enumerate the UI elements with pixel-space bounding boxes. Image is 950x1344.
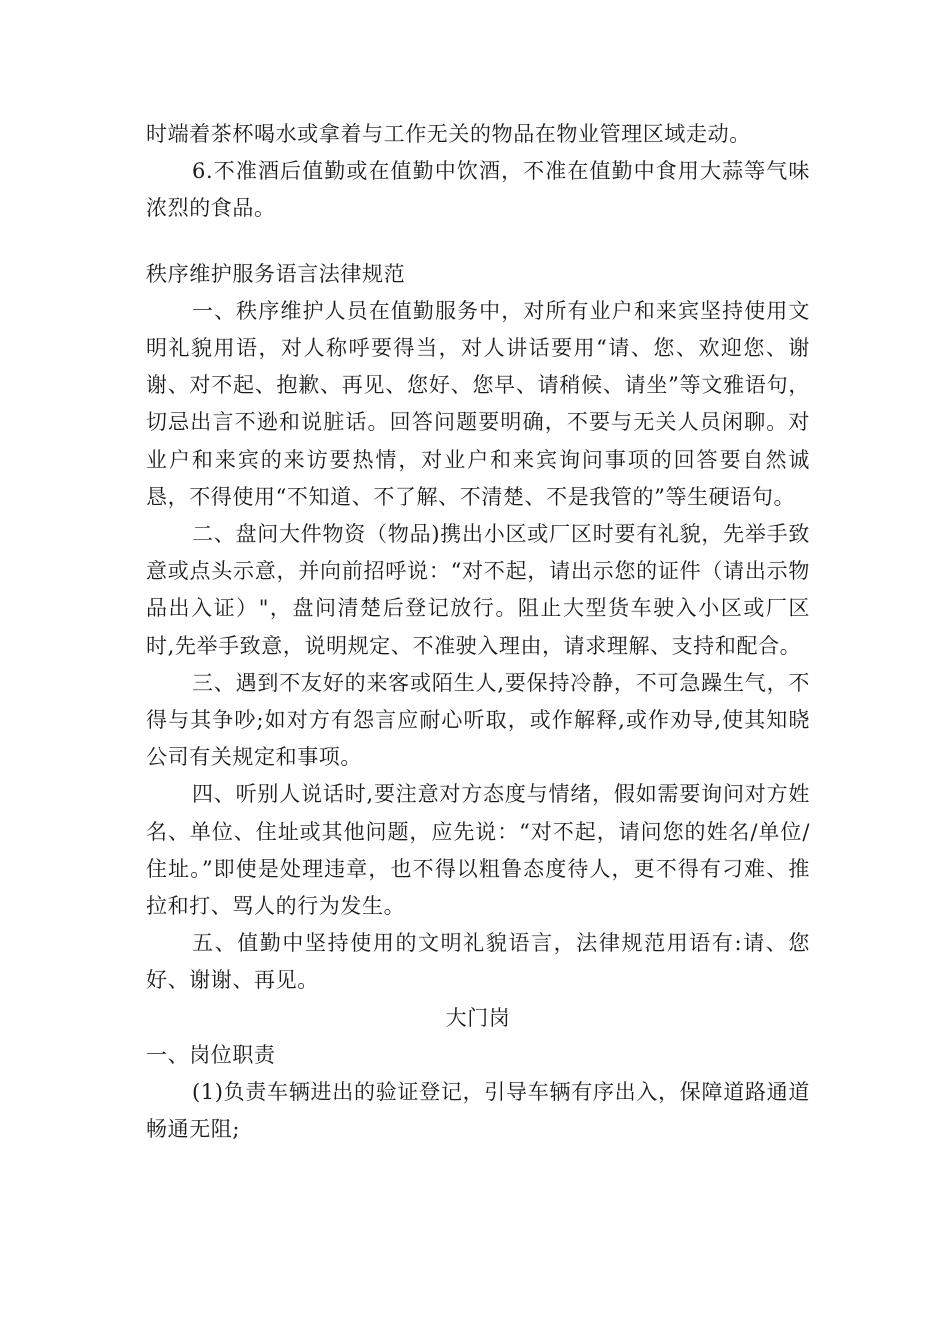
paragraph-item-4: 四、听别人说话时,要注意对方态度与情绪，假如需要询问对方姓名、单位、住址或其他问题，应先说：“对不起，请问您的姓名/单位/住址。”即使是处理违章，也不得以粗鲁态度待人，更不得有刁难、推拉和打、骂人的行为发生。	[146, 782, 810, 919]
paragraph-continuation: 时端着茶杯喝水或拿着与工作无关的物品在物业管理区域走动。	[146, 122, 751, 146]
gate-post-title: 大门岗	[445, 1005, 511, 1030]
duty-heading: 一、岗位职责	[146, 1042, 276, 1067]
paragraph-item-3: 三、遇到不友好的来客或陌生人,要保持冷静，不可急躁生气，不得与其争吵;如对方有怨言应耐心听取，或作解释,或作劝导,使其知晓公司有关规定和事项。	[146, 670, 810, 770]
paragraph-item-2: 二、盘问大件物资（物品)携出小区或厂区时要有礼貌，先举手致意或点头示意，并向前招呼说：“对不起，请出示您的证件（请出示物品出入证）"，盘问清楚后登记放行。阻止大型货车驶入小区或厂区时,先举手致意，说明规定、不准驶入理由，请求理解、支持和配合。	[146, 522, 810, 658]
paragraph-item-1: 一、秩序维护人员在值勤服务中，对所有业户和来宾坚持使用文明礼貌用语，对人称呼要得当，对人讲话要用“请、您、欢迎您、谢谢、对不起、抱歉、再见、您好、您早、请稍候、请坐”等文雅语句，切忌出言不逊和说脏话。回答问题要明确，不要与无关人员闲聊。对业户和来宾的来访要热情，对业户和来宾询问事项的回答要自然诚恳，不得使用“不知道、不了解、不清楚、不是我管的”等生硬语句。	[146, 298, 810, 509]
document-body	[146, 116, 810, 1148]
paragraph-duty-1: (1)负责车辆进出的验证登记，引导车辆有序出入，保障道路通道畅通无阻;	[146, 1080, 810, 1142]
paragraph-rule-6: 6.不准酒后值勤或在值勤中饮酒，不准在值勤中食用大蒜等气味浓烈的食品。	[146, 159, 810, 221]
section-title-language-norms: 秩序维护服务语言法律规范	[146, 261, 406, 286]
paragraph-item-5: 五、值勤中坚持使用的文明礼貌语言，法律规范用语有:请、您好、谢谢、再见。	[146, 931, 810, 993]
